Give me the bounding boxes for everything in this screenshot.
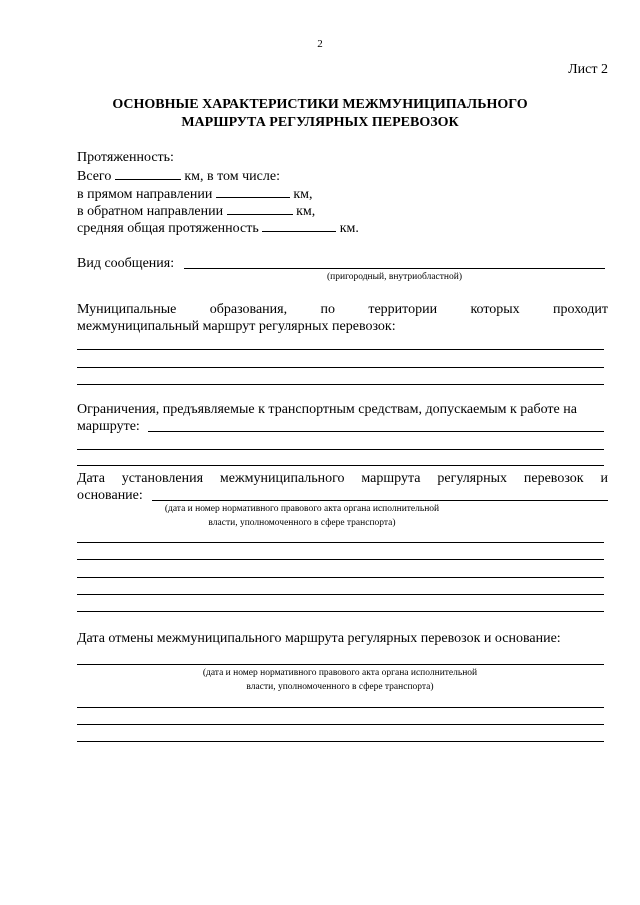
establishment-note-line-2: власти, уполномоченного в сфере транспорта)	[208, 518, 396, 528]
length-forward-suffix: км,	[293, 187, 313, 202]
establishment-word: межмуниципального	[219, 471, 345, 486]
municipalities-line-1	[77, 301, 608, 319]
page-number: 2	[317, 38, 323, 50]
cancellation-field-main[interactable]	[77, 664, 604, 665]
establishment-field-1[interactable]	[77, 542, 604, 543]
title-line-2: МАРШРУТА РЕГУЛЯРНЫХ ПЕРЕВОЗОК	[181, 115, 459, 130]
establishment-field-2[interactable]	[77, 559, 604, 560]
establishment-field-5[interactable]	[77, 611, 604, 612]
establishment-note	[152, 502, 452, 530]
municipalities-word: по	[320, 302, 335, 317]
restrictions-label: маршруте:	[77, 419, 140, 434]
establishment-note-line-1: (дата и номер нормативного правового акта органа исполнительной	[164, 504, 440, 514]
length-total-field[interactable]	[115, 167, 181, 180]
establishment-field-main[interactable]	[152, 500, 608, 501]
cancellation-note-line-1: (дата и номер нормативного правового акта органа исполнительной	[202, 668, 478, 678]
cancellation-note	[190, 666, 490, 694]
municipalities-word: Муниципальные	[77, 302, 177, 317]
restrictions-field-3[interactable]	[77, 465, 604, 466]
establishment-word: регулярных	[437, 471, 508, 486]
cancellation-field-3[interactable]	[77, 741, 604, 742]
length-total-row	[77, 167, 280, 186]
cancellation-heading: Дата отмены межмуниципального маршрута регулярных перевозок и основание:	[77, 631, 561, 646]
length-forward-prefix: в прямом направлении	[77, 187, 213, 202]
document-title	[0, 96, 640, 132]
establishment-field-4[interactable]	[77, 594, 604, 595]
restrictions-field-2[interactable]	[77, 449, 604, 450]
length-total-prefix: Всего	[77, 169, 112, 184]
establishment-field-3[interactable]	[77, 577, 604, 578]
length-heading: Протяженность:	[77, 150, 174, 165]
municipalities-field-3[interactable]	[77, 384, 604, 385]
municipalities-field-1[interactable]	[77, 349, 604, 350]
establishment-word: Дата	[77, 471, 105, 486]
restrictions-line-1: Ограничения, предъявляемые к транспортным средствам, допускаемым к работе на	[77, 402, 577, 417]
title-line-1: ОСНОВНЫЕ ХАРАКТЕРИСТИКИ МЕЖМУНИЦИПАЛЬНОГО	[112, 97, 528, 112]
length-average-suffix: км.	[339, 221, 359, 236]
municipalities-word: образования,	[209, 302, 288, 317]
sheet-label: Лист 2	[568, 62, 608, 77]
municipalities-word: которых	[470, 302, 520, 317]
restrictions-field-1[interactable]	[148, 431, 604, 432]
cancellation-note-line-2: власти, уполномоченного в сфере транспорта)	[246, 682, 434, 692]
establishment-word: маршрута	[361, 471, 421, 486]
municipalities-field-2[interactable]	[77, 367, 604, 368]
length-total-suffix: км, в том числе:	[184, 169, 280, 184]
length-reverse-prefix: в обратном направлении	[77, 204, 224, 219]
length-average-prefix: средняя общая протяженность	[77, 221, 259, 236]
length-average-field[interactable]	[262, 219, 336, 232]
length-reverse-field[interactable]	[227, 202, 293, 215]
service-type-field[interactable]	[184, 268, 605, 269]
length-reverse-suffix: км,	[296, 204, 316, 219]
municipalities-word: территории	[368, 302, 438, 317]
cancellation-field-2[interactable]	[77, 724, 604, 725]
establishment-word: установления	[121, 471, 204, 486]
cancellation-field-1[interactable]	[77, 707, 604, 708]
service-type-note: (пригородный, внутриобластной)	[326, 272, 463, 282]
establishment-label: основание:	[77, 488, 143, 503]
service-type-label: Вид сообщения:	[77, 256, 175, 271]
length-forward-field[interactable]	[216, 185, 290, 198]
establishment-word: перевозок	[523, 471, 584, 486]
municipalities-line-2: межмуниципальный маршрут регулярных перевозок:	[77, 319, 396, 334]
establishment-word: и	[600, 471, 608, 486]
length-average-row	[77, 219, 359, 238]
establishment-line-1	[77, 470, 608, 488]
municipalities-word: проходит	[553, 302, 608, 317]
